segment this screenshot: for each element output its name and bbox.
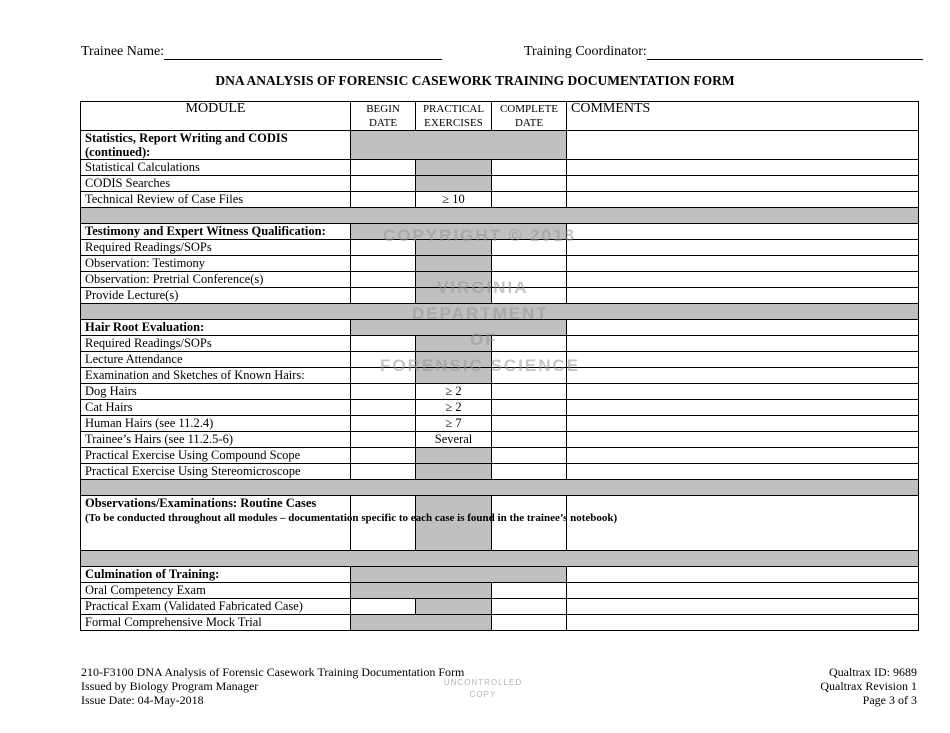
module-label: Practical Exercise Using Compound Scope [81, 448, 351, 464]
complete-date-line2: DATE [514, 117, 544, 129]
separator-row [81, 208, 919, 224]
complete-date-cell[interactable] [492, 400, 567, 416]
shaded-cell [351, 320, 567, 336]
begin-date-cell[interactable] [351, 400, 416, 416]
comments-cell[interactable] [567, 400, 919, 416]
comments-cell[interactable] [567, 432, 919, 448]
complete-date-cell[interactable] [492, 256, 567, 272]
table-row [81, 599, 919, 615]
separator-row [81, 480, 919, 496]
comments-cell[interactable] [567, 448, 919, 464]
module-label: Observation: Pretrial Conference(s) [81, 272, 351, 288]
begin-date-cell[interactable] [351, 368, 416, 384]
shaded-cell [416, 160, 492, 176]
complete-date-cell[interactable] [492, 599, 567, 615]
form-title: DNA ANALYSIS OF FORENSIC CASEWORK TRAINING DOCUMENTATION FORM [215, 73, 735, 88]
practical-exercises-value: ≥ 2 [416, 400, 492, 416]
complete-date-cell[interactable] [492, 352, 567, 368]
module-label: Observation: Testimony [81, 256, 351, 272]
trainee-name-blank[interactable] [164, 45, 442, 60]
table-row [81, 583, 919, 599]
table-row [81, 272, 919, 288]
comments-cell[interactable] [567, 384, 919, 400]
comments-cell[interactable] [567, 416, 919, 432]
comments-cell[interactable] [567, 256, 919, 272]
complete-date-cell[interactable] [492, 432, 567, 448]
comments-cell[interactable] [567, 583, 919, 599]
stamp-line1: UNCONTROLLED [443, 678, 523, 687]
complete-date-cell[interactable] [492, 192, 567, 208]
begin-date-cell[interactable] [351, 432, 416, 448]
complete-date-cell[interactable] [492, 176, 567, 192]
complete-date-cell[interactable] [492, 384, 567, 400]
module-label: Provide Lecture(s) [81, 288, 351, 304]
practical-line1: PRACTICAL [422, 103, 485, 115]
shaded-cell [351, 615, 492, 631]
section-title [81, 131, 351, 160]
section-title: Hair Root Evaluation: [81, 320, 351, 336]
practical-exercises-value: ≥ 10 [416, 192, 492, 208]
complete-date-cell[interactable] [492, 615, 567, 631]
shaded-cell [416, 336, 492, 352]
shaded-cell [416, 464, 492, 480]
footer-issue-date: Issue Date: 04-May-2018 [81, 693, 204, 707]
trainee-name-label: Trainee Name: [81, 44, 165, 59]
column-practical-exercises [416, 102, 492, 131]
comments-cell[interactable] [567, 320, 919, 336]
module-label: Statistical Calculations [81, 160, 351, 176]
comments-cell[interactable] [567, 464, 919, 480]
table-row [81, 336, 919, 352]
separator-cell [81, 480, 919, 496]
complete-date-line1: COMPLETE [499, 103, 559, 115]
begin-date-line2: DATE [368, 117, 398, 129]
comments-cell[interactable] [567, 288, 919, 304]
separator-row [81, 304, 919, 320]
begin-date-cell[interactable] [351, 192, 416, 208]
shaded-cell [416, 240, 492, 256]
module-label: Required Readings/SOPs [81, 336, 351, 352]
footer-qualtrax-id: Qualtrax ID: 9689 [829, 665, 917, 679]
stamp-line2: COPY [469, 690, 497, 699]
shaded-cell [351, 131, 567, 160]
section-title-line1: Statistics, Report Writing and CODIS [85, 131, 288, 145]
footer-revision: Qualtrax Revision 1 [820, 679, 917, 693]
section-title-text: Observations/Examinations: Routine Cases [85, 496, 317, 510]
shaded-cell [416, 599, 492, 615]
begin-date-cell[interactable] [351, 352, 416, 368]
comments-cell[interactable] [567, 615, 919, 631]
table-row [81, 615, 919, 631]
section-testimony [81, 224, 919, 240]
section-culmination [81, 567, 919, 583]
comments-cell[interactable] [567, 192, 919, 208]
module-label: Trainee’s Hairs (see 11.2.5-6) [81, 432, 351, 448]
table-row [81, 160, 919, 176]
comments-cell[interactable] [567, 240, 919, 256]
table-row [81, 464, 919, 480]
shaded-cell [351, 224, 567, 240]
footer-page-number: Page 3 of 3 [862, 693, 917, 707]
complete-date-cell[interactable] [492, 416, 567, 432]
comments-cell[interactable] [567, 176, 919, 192]
module-label: Oral Competency Exam [81, 583, 351, 599]
begin-date-cell[interactable] [351, 448, 416, 464]
comments-cell[interactable] [567, 336, 919, 352]
module-label: Practical Exercise Using Stereomicroscope [81, 464, 351, 480]
table-row [81, 448, 919, 464]
shaded-cell [416, 176, 492, 192]
table-row [81, 288, 919, 304]
shaded-cell [416, 256, 492, 272]
separator-cell [81, 551, 919, 567]
comments-cell[interactable] [567, 352, 919, 368]
separator-cell [81, 208, 919, 224]
table-row [81, 400, 919, 416]
footer-right [820, 665, 917, 707]
uncontrolled-copy-stamp [421, 677, 545, 701]
module-label: Formal Comprehensive Mock Trial [81, 615, 351, 631]
module-label: Cat Hairs [81, 400, 351, 416]
section-observations [81, 496, 919, 551]
complete-date-cell[interactable] [492, 288, 567, 304]
begin-date-cell[interactable] [351, 336, 416, 352]
complete-date-cell[interactable] [492, 464, 567, 480]
column-complete-date [492, 102, 567, 131]
begin-date-cell[interactable] [351, 464, 416, 480]
section-note: (To be conducted throughout all modules – documentation specific to each case is found in the trainee’s notebook) [85, 512, 618, 524]
comments-cell[interactable] [567, 599, 919, 615]
training-coordinator-label: Training Coordinator: [524, 44, 647, 59]
begin-date-cell[interactable] [351, 416, 416, 432]
begin-date-cell[interactable] [351, 599, 416, 615]
comments-cell[interactable] [567, 224, 919, 240]
table-row [81, 384, 919, 400]
practical-exercises-value: Several [416, 432, 492, 448]
column-comments: COMMENTS [567, 102, 919, 131]
begin-date-cell[interactable] [351, 256, 416, 272]
table-row [81, 192, 919, 208]
shaded-cell [416, 352, 492, 368]
complete-date-cell[interactable] [492, 368, 567, 384]
column-module: MODULE [81, 102, 351, 131]
comments-cell[interactable] [567, 368, 919, 384]
shaded-cell [416, 448, 492, 464]
shaded-cell [416, 288, 492, 304]
comments-cell[interactable] [567, 131, 919, 160]
table-row [81, 240, 919, 256]
module-label: Dog Hairs [81, 384, 351, 400]
begin-date-line1: BEGIN [366, 103, 400, 115]
begin-date-cell[interactable] [351, 288, 416, 304]
section-statistics [81, 131, 919, 160]
table-row [81, 368, 919, 384]
separator-cell [81, 304, 919, 320]
module-label: Lecture Attendance [81, 352, 351, 368]
shaded-cell [351, 567, 567, 583]
module-label: Technical Review of Case Files [81, 192, 351, 208]
section-title: Testimony and Expert Witness Qualification: [81, 224, 351, 240]
module-label: Human Hairs (see 11.2.4) [81, 416, 351, 432]
practical-exercises-value: ≥ 2 [416, 384, 492, 400]
shaded-cell [416, 272, 492, 288]
practical-line2: EXERCISES [424, 117, 483, 129]
complete-date-cell[interactable] [492, 160, 567, 176]
watermark-of: OF [470, 330, 498, 349]
column-begin-date [351, 102, 416, 131]
begin-date-cell[interactable] [351, 272, 416, 288]
module-label: Examination and Sketches of Known Hairs: [81, 368, 351, 384]
section-title-line2: (continued): [85, 145, 151, 159]
watermark-virginia: VIRGINIA [437, 278, 529, 297]
begin-date-cell[interactable] [351, 160, 416, 176]
section-hair-root [81, 320, 919, 336]
table-row [81, 352, 919, 368]
begin-date-cell[interactable] [351, 240, 416, 256]
complete-date-cell[interactable] [492, 272, 567, 288]
comments-cell[interactable] [567, 567, 919, 583]
practical-exercises-value: ≥ 7 [416, 416, 492, 432]
training-coordinator-blank[interactable] [647, 45, 923, 60]
module-label: CODIS Searches [81, 176, 351, 192]
complete-date-cell[interactable] [492, 583, 567, 599]
module-label: Practical Exam (Validated Fabricated Case) [81, 599, 351, 615]
table-row [81, 416, 919, 432]
footer-left [81, 665, 464, 707]
comments-cell[interactable] [567, 272, 919, 288]
training-coordinator-field[interactable] [524, 44, 923, 60]
shaded-cell [416, 368, 492, 384]
separator-row [81, 551, 919, 567]
table-row [81, 176, 919, 192]
footer-doc-title: 210-F3100 DNA Analysis of Forensic Casework Training Documentation Form [81, 665, 465, 679]
comments-cell[interactable] [567, 496, 919, 551]
complete-date-cell[interactable] [492, 448, 567, 464]
section-title: Culmination of Training: [81, 567, 351, 583]
table-row [81, 256, 919, 272]
begin-date-cell[interactable] [351, 384, 416, 400]
watermark-forensic-science: FORENSIC SCIENCE [380, 356, 581, 375]
complete-date-cell[interactable] [492, 336, 567, 352]
shaded-cell [351, 583, 492, 599]
training-table [80, 101, 919, 631]
trainee-name-field[interactable] [81, 44, 442, 60]
watermark-copyright: COPYRIGHT © 2018 [383, 226, 576, 245]
header-row [81, 102, 919, 131]
section-title [81, 496, 618, 551]
module-label: Required Readings/SOPs [81, 240, 351, 256]
begin-date-cell[interactable] [351, 176, 416, 192]
watermark-department: DEPARTMENT [412, 304, 549, 323]
complete-date-cell[interactable] [492, 240, 567, 256]
table-row [81, 432, 919, 448]
comments-cell[interactable] [567, 160, 919, 176]
footer-issued-by: Issued by Biology Program Manager [81, 679, 259, 693]
